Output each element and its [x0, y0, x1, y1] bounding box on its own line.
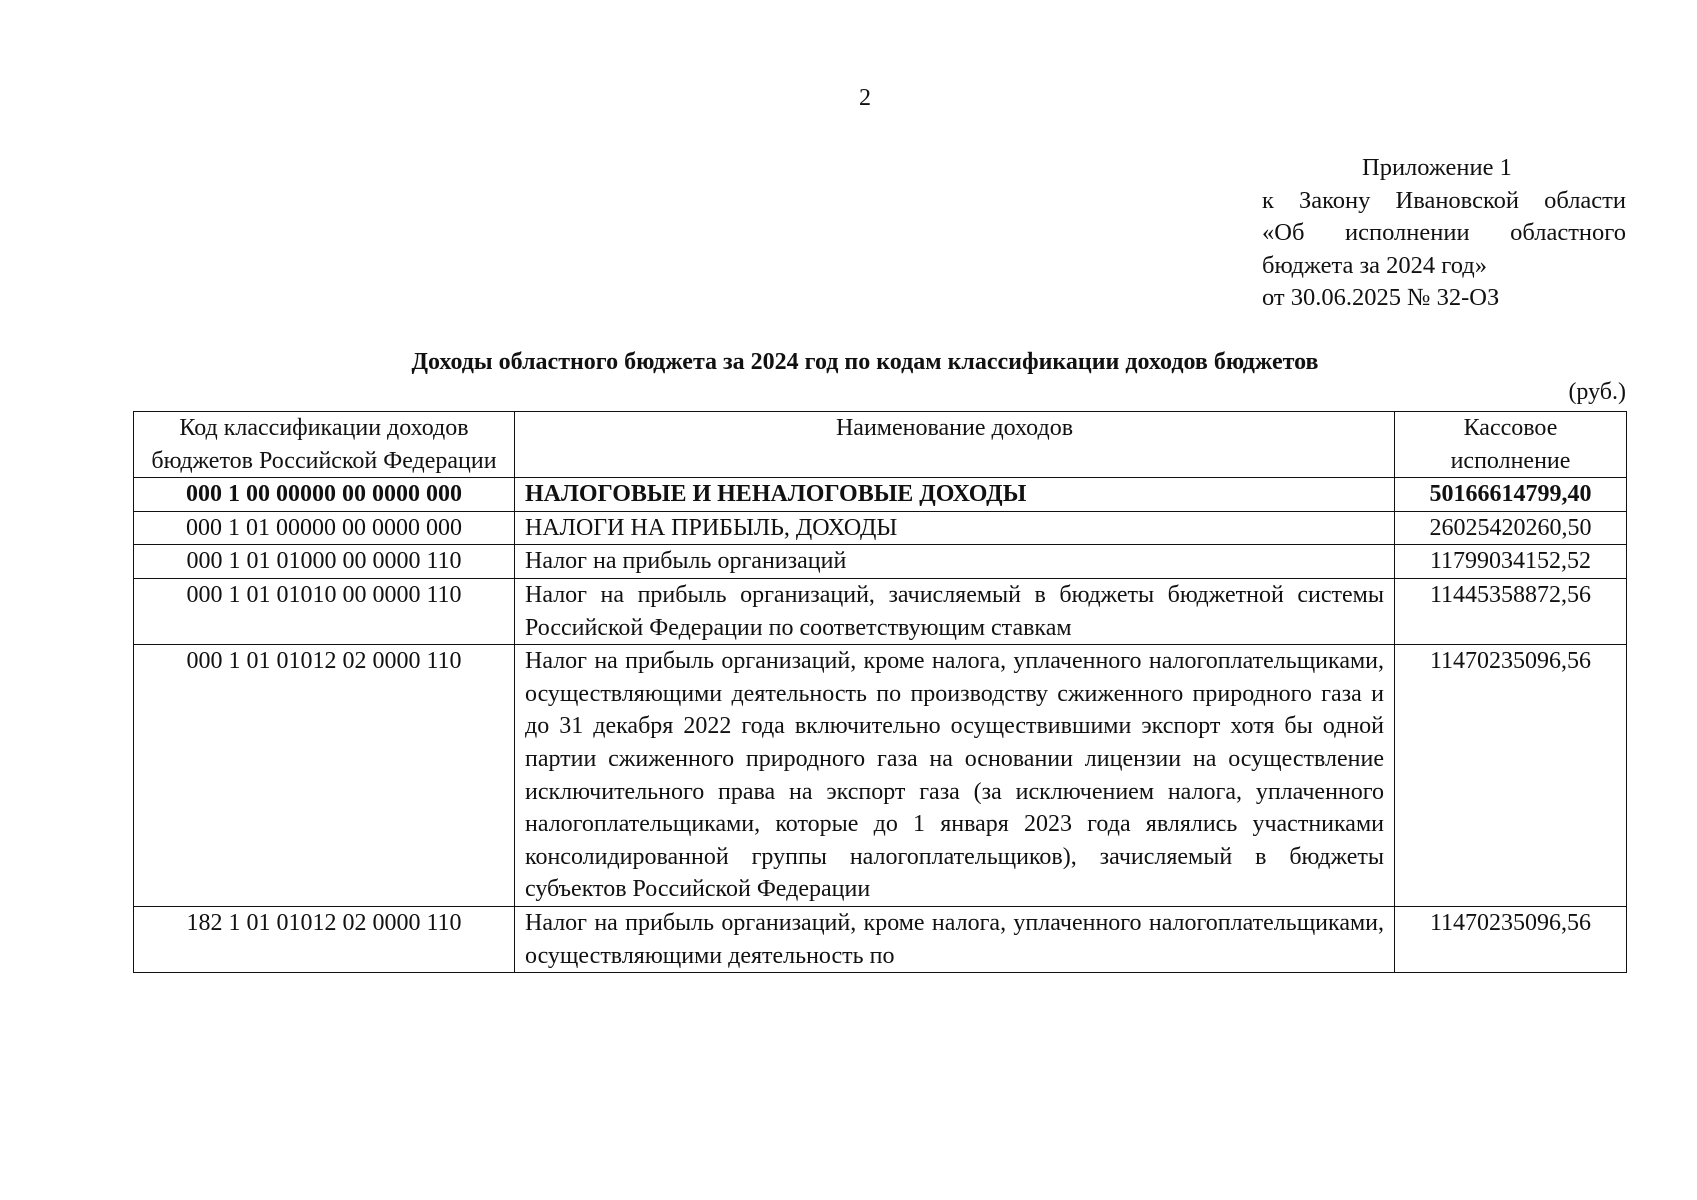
table-row [134, 545, 1627, 579]
row-amount: 26025420260,50 [1395, 511, 1627, 545]
unit-label: (руб.) [1568, 379, 1626, 405]
appendix-block [1262, 152, 1626, 315]
row-code: 182 1 01 01012 02 0000 110 [134, 906, 515, 972]
row-amount: 11470235096,56 [1395, 645, 1627, 907]
row-name: НАЛОГИ НА ПРИБЫЛЬ, ДОХОДЫ [515, 511, 1395, 545]
row-amount: 11799034152,52 [1395, 545, 1627, 579]
header-code: Код классификации доходов бюджетов Российской Федерации [134, 412, 515, 478]
table-row [134, 906, 1627, 972]
row-name: Налог на прибыль организаций, кроме налога, уплаченного налогоплательщиками, осуществляющими деятельность по [525, 909, 1384, 969]
row-amount: 50166614799,40 [1395, 478, 1627, 512]
row-name: Налог на прибыль организаций, зачисляемый в бюджеты бюджетной системы Российской Федерации по соответствующим ставкам [515, 578, 1395, 644]
table-row [134, 511, 1627, 545]
appendix-line: Приложение 1 [1362, 154, 1512, 181]
header-name: Наименование доходов [515, 412, 1395, 478]
row-name: Налог на прибыль организаций [515, 545, 1395, 579]
appendix-line: «Об исполнении областного [1262, 219, 1626, 246]
page-number: 2 [859, 85, 871, 111]
table-row [134, 645, 1627, 907]
appendix-line: бюджета за 2024 год» [1262, 251, 1487, 279]
row-code: 000 1 00 00000 00 0000 000 [134, 478, 515, 512]
revenue-table [133, 411, 1627, 973]
row-amount: 11445358872,56 [1395, 578, 1627, 644]
row-amount: 11470235096,56 [1395, 906, 1627, 972]
row-name-cell [515, 906, 1395, 972]
appendix-line: к Закону Ивановской области [1262, 186, 1626, 214]
row-name: Налог на прибыль организаций, кроме налога, уплаченного налогоплательщиками, осуществляющими деятельность по производству сжиженного природного газа и до 31 декабря 2022 года включительно осуществившими экспорт хотя бы одной партии сжиженного природного газа на основании лицензии на осуществление исключительного права на экспорт газа (за исключением налога, уплаченного налогоплательщиками, которые до 1 января 2023 года являлись участниками консолидированной группы налогоплательщиков), зачисляемый в бюджеты субъектов Российской Федерации [515, 645, 1395, 907]
table-row [134, 478, 1627, 512]
document-title: Доходы областного бюджета за 2024 год по кодам классификации доходов бюджетов [411, 349, 1319, 375]
table-row [134, 578, 1627, 644]
header-amount: Кассовое исполнение [1395, 412, 1627, 478]
row-code: 000 1 01 01012 02 0000 110 [134, 645, 515, 907]
row-code: 000 1 01 01000 00 0000 110 [134, 545, 515, 579]
appendix-line: от 30.06.2025 № 32-ОЗ [1262, 284, 1500, 311]
row-code: 000 1 01 00000 00 0000 000 [134, 511, 515, 545]
row-code: 000 1 01 01010 00 0000 110 [134, 578, 515, 644]
row-name: НАЛОГОВЫЕ И НЕНАЛОГОВЫЕ ДОХОДЫ [515, 478, 1395, 512]
table-header-row [134, 412, 1627, 478]
